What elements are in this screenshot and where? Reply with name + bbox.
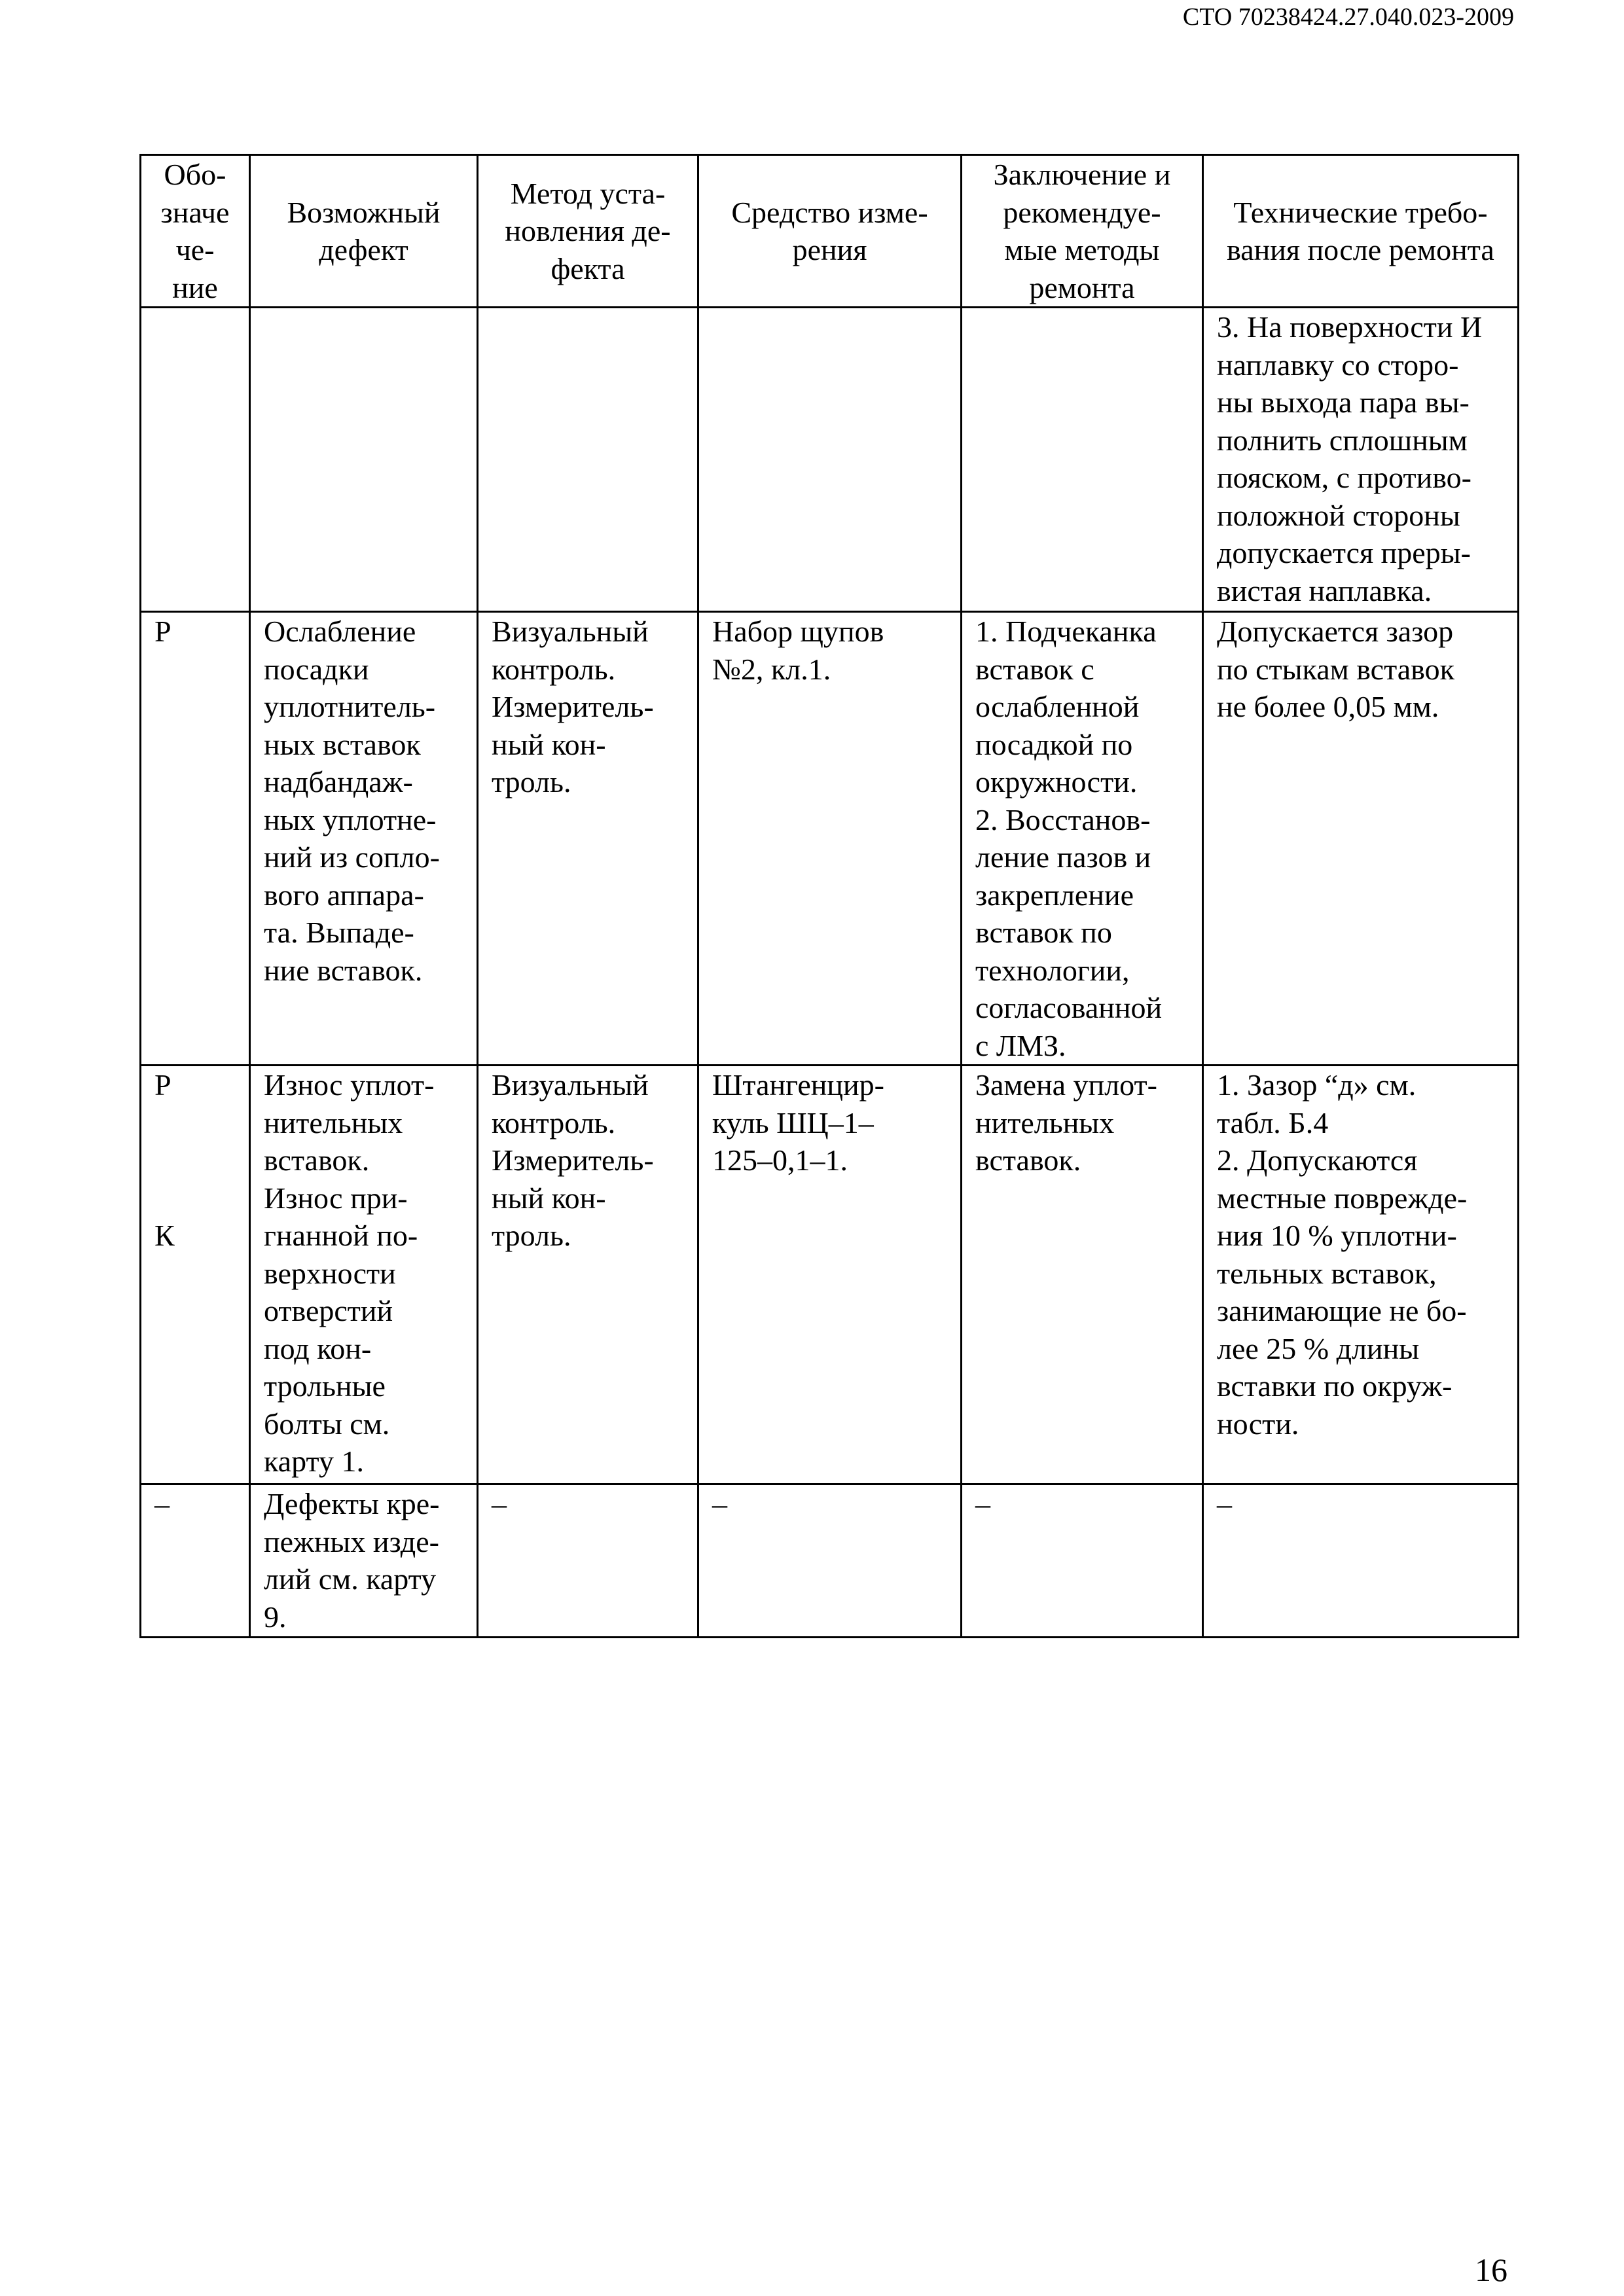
- table-row: [141, 308, 1519, 612]
- cell-defect: [250, 308, 478, 612]
- cell-mark: –: [141, 1484, 250, 1638]
- page-number: 16: [1475, 2251, 1507, 2288]
- cell-tool: –: [698, 1484, 962, 1638]
- table-row: [141, 612, 1519, 1066]
- cell-requirements: 1. Зазор “д» см. табл. Б.4 2. Допускаются местные поврежде- ния 10 % уплотни- тельных вставок, занимающие не бо- лее 25 % длины вставки по окруж- ности.: [1203, 1066, 1519, 1484]
- table-header-row: [141, 155, 1519, 308]
- table-row: [141, 1066, 1519, 1484]
- cell-conclusion: –: [962, 1484, 1203, 1638]
- cell-method: [478, 308, 698, 612]
- cell-requirements: –: [1203, 1484, 1519, 1638]
- column-header-requirements: Технические требо- вания после ремонта: [1203, 155, 1519, 308]
- cell-conclusion: [962, 308, 1203, 612]
- document-code: СТО 70238424.27.040.023-2009: [1182, 3, 1514, 31]
- cell-mark: Р К: [141, 1066, 250, 1484]
- cell-tool: Набор щупов №2, кл.1.: [698, 612, 962, 1066]
- cell-method: Визуальный контроль. Измеритель- ный кон- троль.: [478, 1066, 698, 1484]
- column-header-method: Метод уста- новления де- фекта: [478, 155, 698, 308]
- cell-defect: Ослабление посадки уплотнитель- ных вставок надбандаж- ных уплотне- ний из сопло- вого аппара- та. Выпаде- ние вставок.: [250, 612, 478, 1066]
- cell-conclusion: 1. Подчеканка вставок с ослабленной посадкой по окружности. 2. Восстанов- ление пазов и закрепление вставок по технологии, согласованной с ЛМЗ.: [962, 612, 1203, 1066]
- cell-mark: [141, 308, 250, 612]
- cell-requirements: 3. На поверхности И наплавку со сторо- ны выхода пара вы- полнить сплошным пояском, с противо- положной стороны допускается преры- вистая наплавка.: [1203, 308, 1519, 612]
- column-header-conclusion: Заключение и рекомендуе- мые методы ремонта: [962, 155, 1203, 308]
- cell-requirements: Допускается зазор по стыкам вставок не более 0,05 мм.: [1203, 612, 1519, 1066]
- column-header-defect: Возможный дефект: [250, 155, 478, 308]
- cell-conclusion: Замена уплот- нительных вставок.: [962, 1066, 1203, 1484]
- table-row: [141, 1484, 1519, 1638]
- cell-tool: [698, 308, 962, 612]
- cell-method: –: [478, 1484, 698, 1638]
- column-header-mark: Обо- значе че- ние: [141, 155, 250, 308]
- cell-defect: Дефекты кре- пежных изде- лий см. карту 9.: [250, 1484, 478, 1638]
- cell-method: Визуальный контроль. Измеритель- ный кон- троль.: [478, 612, 698, 1066]
- defects-table: [139, 154, 1519, 1638]
- cell-tool: Штангенцир- куль ШЦ–1– 125–0,1–1.: [698, 1066, 962, 1484]
- cell-mark: Р: [141, 612, 250, 1066]
- cell-defect: Износ уплот- нительных вставок. Износ при- гнанной по- верхности отверстий под кон- трольные болты см. карту 1.: [250, 1066, 478, 1484]
- column-header-tool: Средство изме- рения: [698, 155, 962, 308]
